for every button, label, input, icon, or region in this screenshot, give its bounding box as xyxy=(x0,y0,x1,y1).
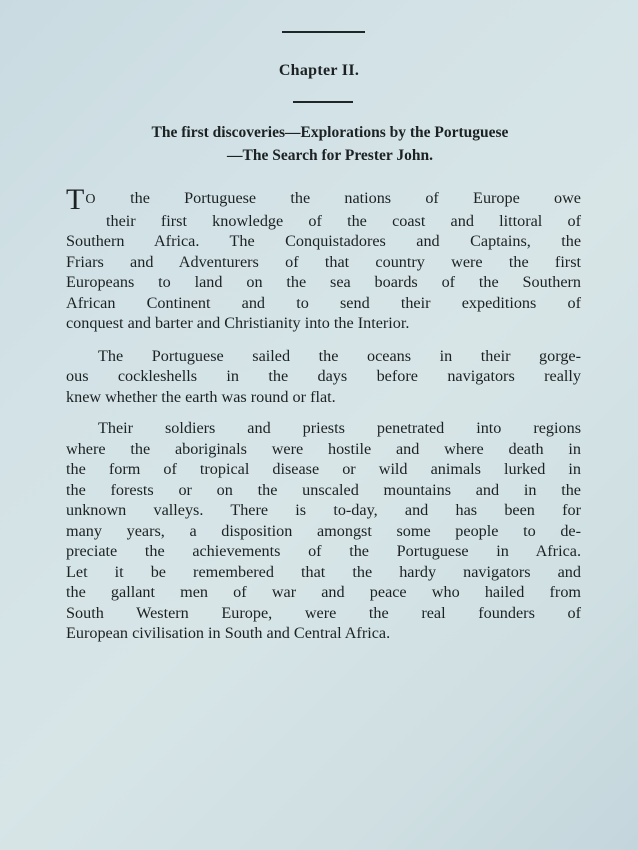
text-line: South Western Europe, were the real founders of xyxy=(66,603,581,622)
text-line: The Portuguese sailed the oceans in their gorge- xyxy=(98,346,581,365)
text-line: Friars and Adventurers of that country were the first xyxy=(66,252,581,271)
text-line: the gallant men of war and peace who hailed from xyxy=(66,583,581,601)
subtitle-line: The first discoveries—Explorations by the Portuguese xyxy=(151,124,509,141)
text-line: Their soldiers and priests penetrated into regions xyxy=(98,419,581,437)
text-line: Southern Africa. The Conquistadores and Captains, the xyxy=(66,232,581,250)
text-line: Europeans to land on the sea boards of the Southern xyxy=(66,273,581,291)
text-line: where the aboriginals were hostile and where death in xyxy=(66,439,581,458)
text-line: conquest and barter and Christianity into the Interior. xyxy=(66,314,410,332)
text-line: the form of tropical disease or wild animals lurked in xyxy=(66,460,581,478)
text-line: the forests or on the unscaled mountains and in the xyxy=(66,480,581,499)
text-line: ous cockleshells in the days before navigators really xyxy=(66,367,581,385)
text-line: their first knowledge of the coast and littoral of xyxy=(106,211,581,230)
text-line: African Continent and to send their expeditions of xyxy=(66,293,581,312)
text-line: many years, a disposition amongst some people to de- xyxy=(66,521,581,540)
drop-cap-rest: O xyxy=(85,192,96,207)
text-line: knew whether the earth was round or flat. xyxy=(66,387,336,406)
chapter-divider-rule xyxy=(293,101,353,103)
paragraph-3 xyxy=(66,418,581,644)
paragraph-1 xyxy=(66,184,581,334)
top-ornamental-rule xyxy=(282,31,365,33)
chapter-body xyxy=(66,184,581,644)
subtitle-line: —The Search for Prester John. xyxy=(227,147,433,164)
text-line xyxy=(66,183,581,216)
paragraph-2 xyxy=(66,346,581,408)
text-line: European civilisation in South and Central Africa. xyxy=(66,624,391,642)
text-line: preciate the achievements of the Portuguese in Africa. xyxy=(66,542,581,560)
text-line-rest: the Portuguese the nations of Europe owe xyxy=(95,189,581,207)
drop-cap: T xyxy=(66,183,85,216)
chapter-subtitle xyxy=(60,121,600,167)
chapter-title: Chapter II. xyxy=(278,62,360,79)
text-line: Let it be remembered that the hardy navigators and xyxy=(66,562,581,581)
text-line: unknown valleys. There is to-day, and has been for xyxy=(66,501,581,519)
